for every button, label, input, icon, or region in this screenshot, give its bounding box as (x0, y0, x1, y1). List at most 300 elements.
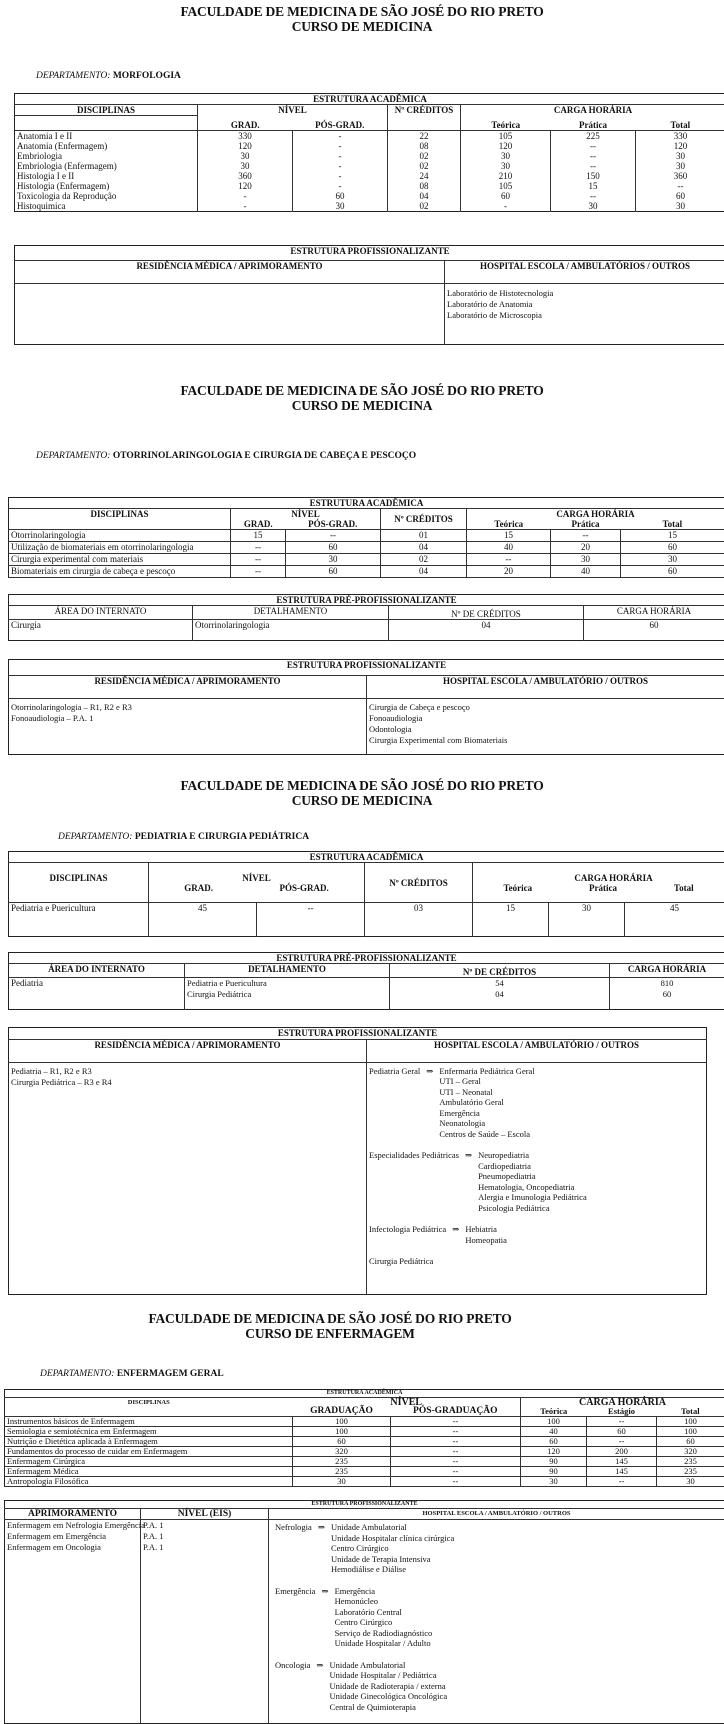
cell-disciplina: Fundamentos do processo de cuidar em Enfermagem (5, 1447, 293, 1457)
department-label: DEPARTAMENTO (36, 71, 107, 81)
area-cell: Pediatria (9, 978, 185, 1010)
col-grad: GRAD. (184, 883, 213, 893)
cell-disciplina: Semiologia e semiotécnica em Enfermagem (5, 1427, 293, 1437)
cell-pratica: 20 (551, 542, 621, 554)
group-label: Emergência (275, 1586, 315, 1649)
col-total: Total (621, 519, 724, 530)
academic-structure-table (8, 851, 724, 937)
arrow-right-icon: ⇒ (465, 1150, 472, 1213)
list-item: Centros de Saúde – Escola (439, 1129, 534, 1140)
cell-graduacao: 235 (293, 1467, 391, 1477)
col-posgraduacao: PÓS-GRADUAÇÃO (391, 1407, 521, 1417)
table-row (9, 903, 724, 937)
group-items (335, 1586, 433, 1649)
list-item: Hemodiálise e Diálise (331, 1564, 454, 1575)
cell-total: 45 (625, 903, 724, 937)
group-items (331, 1522, 454, 1575)
cell-pratica: -- (551, 141, 636, 151)
department-name: OTORRINOLARINGOLOGIA E CIRURGIA DE CABEÇA E PESCOÇO (113, 451, 416, 461)
cell-creditos: 08 (388, 141, 461, 151)
list-item: Cirurgia Pediátrica – R3 e R4 (11, 1077, 364, 1088)
cell-posgrad: -- (257, 903, 365, 937)
hospital-cell (445, 284, 724, 345)
col-residencia: RESIDÊNCIA MÉDICA / APRIMORAMENTO (9, 1039, 367, 1062)
detail-carga-value: 60 (612, 989, 722, 1000)
cell-teorica: 105 (461, 181, 551, 191)
col-teorica: Teórica (467, 519, 551, 530)
group-items (465, 1224, 507, 1245)
list-item: Serviço de Radiodiagnóstico (335, 1628, 433, 1639)
col-carga: CARGA HORÁRIA (584, 606, 724, 620)
cell-posgraduacao: -- (391, 1467, 521, 1477)
hospital-cell (367, 1062, 707, 1294)
cell-posgraduacao: -- (391, 1437, 521, 1447)
list-item: Centro Cirúrgico (335, 1617, 433, 1628)
cell-teorica: 120 (521, 1447, 587, 1457)
cell-pratica: 40 (551, 566, 621, 578)
cell-pratica: -- (551, 161, 636, 171)
cell-estagio: 60 (587, 1427, 657, 1437)
col-grad: GRAD. (231, 519, 286, 530)
preprofessional-structure-table (8, 952, 724, 1010)
hospital-group (275, 1660, 722, 1713)
institution-title: FACULDADE DE MEDICINA DE SÃO JOSÉ DO RIO PRETO (0, 4, 724, 19)
course-title: CURSO DE MEDICINA (0, 19, 724, 34)
cell-creditos: 22 (388, 130, 461, 141)
col-total: Total (657, 1407, 724, 1417)
list-item: Unidade Hospitalar / Pediátrica (330, 1670, 448, 1681)
table-body (15, 130, 724, 211)
col-grad: GRAD. (198, 116, 293, 131)
cell-disciplina: Histoquimica (15, 201, 198, 212)
col-disciplinas: DISCIPLINAS (5, 1398, 293, 1417)
group-label: Oncologia (275, 1660, 310, 1713)
cell-posgrad: -- (286, 530, 381, 542)
nivel-cell (141, 1520, 269, 1724)
hospital-group (275, 1586, 722, 1649)
professional-structure-table (14, 245, 724, 345)
cell-posgrad: - (293, 161, 388, 171)
col-hospital: HOSPITAL ESCOLA / AMBULATÓRIO / OUTROS (367, 676, 724, 699)
cell-posgrad: - (293, 151, 388, 161)
cell-teorica: 30 (521, 1477, 587, 1487)
cell-creditos: 08 (388, 181, 461, 191)
cell-teorica: 40 (467, 542, 551, 554)
detail-creditos-value: 54 (392, 978, 607, 989)
list-item: Ambulatório Geral (439, 1097, 534, 1108)
cell-total: 30 (636, 161, 724, 171)
cell-grad: 30 (198, 151, 293, 161)
col-teorica: Teórica (503, 883, 532, 893)
col-residencia: RESIDÊNCIA MÉDICA / APRIMORAMENTO (9, 676, 367, 699)
col-carga: CARGA HORÁRIA (467, 509, 724, 520)
cell-posgraduacao: -- (391, 1427, 521, 1437)
professional-structure-table (8, 659, 724, 755)
cell-total: 60 (621, 566, 724, 578)
table-row (15, 171, 724, 181)
detail-carga-value: 810 (612, 978, 722, 989)
table-title: ESTRUTURA PROFISSIONALIZANTE (15, 246, 724, 261)
col-total: Total (636, 116, 724, 131)
document-header (0, 4, 724, 34)
cell-creditos: 04 (388, 191, 461, 201)
arrow-right-icon: ⇒ (318, 1522, 325, 1575)
cell-estagio: -- (587, 1477, 657, 1487)
col-pratica: Prática (589, 883, 617, 893)
document-header (0, 778, 724, 808)
cell-total: 120 (636, 141, 724, 151)
col-residencia: RESIDÊNCIA MÉDICA / APRIMORAMENTO (15, 261, 445, 284)
department-line: DEPARTAMENTO: OTORRINOLARINGOLOGIA E CIRURGIA DE CABEÇA E PESCOÇO (36, 451, 416, 461)
cell-grad: -- (231, 554, 286, 566)
cell-pratica: 30 (551, 554, 621, 566)
cell-graduacao: 30 (293, 1477, 391, 1487)
cell-estagio: -- (587, 1437, 657, 1447)
cell-posgrad: - (293, 171, 388, 181)
col-nivel: NÍVEL (293, 1398, 521, 1408)
col-pratica: Prática (551, 116, 636, 131)
hospital-group (369, 1066, 704, 1140)
professional-structure-table (8, 1027, 707, 1295)
col-aprimoramento: APRIMORAMENTO (5, 1509, 141, 1520)
department-name: MORFOLOGIA (113, 71, 181, 81)
col-nivel-eis: NÍVEL (EIS) (141, 1509, 269, 1520)
cell-disciplina: Enfermagem Cirúrgica (5, 1457, 293, 1467)
cell-disciplina: Enfermagem Médica (5, 1467, 293, 1477)
cell-creditos: 02 (388, 151, 461, 161)
cell-pratica: 30 (551, 201, 636, 212)
list-item: Laboratório Central (335, 1607, 433, 1618)
col-carga-group (473, 863, 724, 903)
cell-posgrad: - (293, 130, 388, 141)
cell-graduacao: 60 (293, 1437, 391, 1447)
detail-creditos (390, 978, 610, 1010)
list-item: Hebiatria (465, 1224, 507, 1235)
list-item: Laboratório de Histotecnologia (447, 288, 723, 299)
list-item: Psicologia Pediátrica (478, 1203, 587, 1214)
detail-creditos-value: 04 (392, 989, 607, 1000)
list-item: Enfermagem em Nefrologia Emergência (7, 1520, 138, 1531)
cell-graduacao: 235 (293, 1457, 391, 1467)
academic-structure-table (14, 93, 724, 212)
list-item: Fonoaudiologia – P.A. 1 (11, 713, 364, 724)
cell-disciplina: Histologia I e II (15, 171, 198, 181)
cell-teorica: 15 (467, 530, 551, 542)
cell-grad: 30 (198, 161, 293, 171)
cell-grad: 360 (198, 171, 293, 181)
group-label: Especialidades Pediátricas (369, 1150, 459, 1213)
department-label: DEPARTAMENTO (40, 1369, 111, 1379)
col-hospital: HOSPITAL ESCOLA / AMBULATÓRIOS / OUTROS (445, 261, 724, 284)
list-item: UTI – Geral (439, 1076, 534, 1087)
course-title: CURSO DE ENFERMAGEM (0, 1326, 724, 1341)
col-total: Total (674, 883, 694, 893)
cell-total: 330 (636, 130, 724, 141)
list-item: Pneumopediatria (478, 1171, 587, 1182)
cell-teorica: -- (467, 554, 551, 566)
list-item: Emergência (439, 1108, 534, 1119)
arrow-right-icon: ⇒ (316, 1660, 323, 1713)
col-teorica: Teórica (521, 1407, 587, 1417)
cell-posgrad: 60 (286, 542, 381, 554)
group-items (439, 1066, 534, 1140)
cell-grad: 15 (231, 530, 286, 542)
col-carga: CARGA HORÁRIA (610, 964, 724, 978)
cell-total: 100 (657, 1417, 724, 1427)
cell-grad: -- (231, 566, 286, 578)
cell-grad: -- (231, 542, 286, 554)
department-name: PEDIATRIA E CIRURGIA PEDIÁTRICA (135, 832, 309, 842)
cell-teorica: 100 (521, 1417, 587, 1427)
cell-grad: 120 (198, 181, 293, 191)
list-item: Cirurgia Experimental com Biomateriais (369, 735, 722, 746)
detail-creditos: 04 (389, 620, 584, 641)
cell-teorica: 60 (521, 1437, 587, 1447)
area-cell: Cirurgia (9, 620, 193, 641)
table-title: ESTRUTURA ACADÊMICA (9, 852, 724, 863)
institution-title: FACULDADE DE MEDICINA DE SÃO JOSÉ DO RIO PRETO (0, 1311, 724, 1326)
hospital-cell (367, 699, 724, 755)
table-row (15, 201, 724, 212)
cell-posgrad: 30 (293, 201, 388, 212)
list-item: Unidade Hospitalar clínica cirúrgica (331, 1533, 454, 1544)
table-body (9, 530, 724, 578)
cell-pratica: 225 (551, 130, 636, 141)
cell-teorica: 20 (467, 566, 551, 578)
cell-teorica: 30 (461, 161, 551, 171)
cell-disciplina: Instrumentos básicos de Enfermagem (5, 1417, 293, 1427)
preprofessional-structure-table (8, 594, 724, 641)
department-line: DEPARTAMENTO: MORFOLOGIA (36, 71, 181, 81)
cell-pratica: -- (551, 151, 636, 161)
col-hospital: HOSPITAL ESCOLA / AMBULATÓRIO / OUTROS (269, 1509, 724, 1520)
cell-estagio: 145 (587, 1457, 657, 1467)
list-item: Unidade Hospitalar / Adulto (335, 1638, 433, 1649)
table-row (15, 141, 724, 151)
hospital-group (369, 1150, 704, 1213)
group-items (330, 1660, 448, 1713)
cell-disciplina: Histologia (Enfermagem) (15, 181, 198, 191)
list-item: Otorrinolaringologia – R1, R2 e R3 (11, 702, 364, 713)
list-item: Cardiopediatria (478, 1161, 587, 1172)
list-item: Emergência (335, 1586, 433, 1597)
cell-posgrad: - (293, 141, 388, 151)
list-item: Centro Cirúrgico (331, 1543, 454, 1554)
cell-posgraduacao: -- (391, 1477, 521, 1487)
table-row (5, 1477, 724, 1487)
cell-posgraduacao: -- (391, 1447, 521, 1457)
cell-disciplina: Embriologia (Enfermagem) (15, 161, 198, 171)
detail-name: Pediatria e Puericultura (187, 978, 387, 989)
cell-teorica: 210 (461, 171, 551, 181)
cell-graduacao: 320 (293, 1447, 391, 1457)
list-item: Homeopatia (465, 1235, 507, 1246)
list-item: Neuropediatria (478, 1150, 587, 1161)
list-item: Laboratório de Microscopia (447, 310, 723, 321)
list-item: Unidade Ginecológica Oncológica (330, 1691, 448, 1702)
cell-teorica: - (461, 201, 551, 212)
cell-pratica: -- (551, 191, 636, 201)
cell-disciplina: Utilização de biomateriais em otorrinolaringologia (9, 542, 231, 554)
cell-teorica: 90 (521, 1457, 587, 1467)
cell-teorica: 60 (461, 191, 551, 201)
col-detalhamento: DETALHAMENTO (193, 606, 389, 620)
list-item: Enfermagem em Oncologia (7, 1542, 138, 1553)
table-title: ESTRUTURA PROFISSIONALIZANTE (5, 1501, 724, 1509)
col-area: ÁREA DO INTERNATO (9, 606, 193, 620)
table-row (15, 151, 724, 161)
residencia-cell (9, 1062, 367, 1294)
cell-creditos: 02 (381, 554, 467, 566)
col-posgrad: PÓS-GRAD. (280, 883, 329, 893)
col-posgrad: PÓS-GRAD. (293, 116, 388, 131)
table-title: ESTRUTURA PRÉ-PROFISSIONALIZANTE (9, 595, 724, 606)
table-body (5, 1417, 724, 1487)
col-area: ÁREA DO INTERNATO (9, 964, 185, 978)
cell-total: 60 (621, 542, 724, 554)
cell-teorica: 120 (461, 141, 551, 151)
col-nivel-group (149, 863, 365, 903)
col-disciplinas: DISCIPLINAS (9, 863, 149, 903)
institution-title: FACULDADE DE MEDICINA DE SÃO JOSÉ DO RIO PRETO (0, 778, 724, 793)
cell-total: 360 (636, 171, 724, 181)
list-item: Hemonúcleo (335, 1596, 433, 1607)
cell-total: 100 (657, 1427, 724, 1437)
col-estagio: Estágio (587, 1407, 657, 1417)
cell-total: -- (636, 181, 724, 191)
list-item: Hematologia, Oncopediatria (478, 1182, 587, 1193)
table-row (5, 1447, 724, 1457)
cell-teorica: 105 (461, 130, 551, 141)
list-item: Pediatria – R1, R2 e R3 (11, 1066, 364, 1077)
col-graduacao: GRADUAÇÃO (293, 1407, 391, 1417)
arrow-right-icon: ⇒ (452, 1224, 459, 1245)
list-item: Enfermaria Pediátrica Geral (439, 1066, 534, 1077)
cell-pratica: 15 (551, 181, 636, 191)
table-row (15, 181, 724, 191)
list-item: P.A. 1 (143, 1542, 266, 1553)
group-items (478, 1150, 587, 1213)
col-creditos: Nº CRÉDITOS (365, 863, 473, 903)
detail-names (185, 978, 390, 1010)
cell-teorica: 40 (521, 1427, 587, 1437)
table-row (5, 1437, 724, 1447)
table-title: ESTRUTURA PROFISSIONALIZANTE (9, 1028, 707, 1040)
cell-disciplina: Pediatria e Puericultura (9, 903, 149, 937)
list-item: UTI – Neonatal (439, 1087, 534, 1098)
col-creditos: Nº CRÉDITOS (388, 105, 461, 131)
table-row (5, 1417, 724, 1427)
institution-title: FACULDADE DE MEDICINA DE SÃO JOSÉ DO RIO PRETO (0, 383, 724, 398)
table-title: ESTRUTURA PROFISSIONALIZANTE (9, 660, 724, 676)
table-row (9, 554, 724, 566)
cell-creditos: 24 (388, 171, 461, 181)
list-item: Fonoaudiologia (369, 713, 722, 724)
cell-teorica: 30 (461, 151, 551, 161)
academic-structure-table (8, 497, 724, 578)
table-title: ESTRUTURA ACADÊMICA (9, 498, 724, 509)
group-label: Cirurgia Pediátrica (369, 1256, 433, 1267)
col-carga: CARGA HORÁRIA (521, 1398, 724, 1408)
hospital-group (369, 1256, 704, 1267)
cell-total: 30 (636, 151, 724, 161)
col-detalhamento: DETALHAMENTO (185, 964, 390, 978)
table-row (15, 161, 724, 171)
table-row (15, 191, 724, 201)
course-title: CURSO DE MEDICINA (0, 793, 724, 808)
cell-graduacao: 100 (293, 1417, 391, 1427)
department-label: DEPARTAMENTO (36, 451, 107, 461)
cell-posgrad: 60 (293, 191, 388, 201)
cell-total: 60 (636, 191, 724, 201)
department-label: DEPARTAMENTO (58, 832, 129, 842)
col-posgrad: PÓS-GRAD. (286, 519, 381, 530)
cell-grad: 330 (198, 130, 293, 141)
cell-grad: - (198, 191, 293, 201)
list-item: Alergia e Imunologia Pediátrica (478, 1192, 587, 1203)
detail-name: Otorrinolaringologia (193, 620, 389, 641)
col-disciplinas: DISCIPLINAS (9, 509, 231, 530)
cell-posgrad: - (293, 181, 388, 191)
cell-total: 60 (657, 1437, 724, 1447)
table-title: ESTRUTURA PRÉ-PROFISSIONALIZANTE (9, 953, 724, 964)
table-row (15, 130, 724, 141)
cell-creditos: 02 (388, 161, 461, 171)
col-nivel: NÍVEL (151, 863, 362, 883)
list-item: Odontologia (369, 724, 722, 735)
cell-posgrad: 30 (286, 554, 381, 566)
residencia-cell (9, 699, 367, 755)
cell-creditos: 04 (381, 542, 467, 554)
table-row (5, 1467, 724, 1477)
cell-creditos: 03 (365, 903, 473, 937)
group-label: Infectologia Pediátrica (369, 1224, 446, 1245)
cell-estagio: 200 (587, 1447, 657, 1457)
arrow-right-icon: ⇒ (426, 1066, 433, 1140)
col-nivel: NÍVEL (198, 105, 388, 116)
academic-structure-table (4, 1389, 724, 1487)
cell-total: 30 (657, 1477, 724, 1487)
cell-teorica: 15 (473, 903, 549, 937)
col-disciplinas: DISCIPLINAS (15, 105, 198, 116)
department-line: DEPARTAMENTO: ENFERMAGEM GERAL (40, 1369, 224, 1379)
list-item: P.A. 1 (143, 1531, 266, 1542)
col-hospital: HOSPITAL ESCOLA / AMBULATÓRIO / OUTROS (367, 1039, 707, 1062)
cell-posgraduacao: -- (391, 1417, 521, 1427)
list-item: Enfermagem em Emergência (7, 1531, 138, 1542)
cell-disciplina: Cirurgia experimental com materiais (9, 554, 231, 566)
cell-disciplina: Embriologia (15, 151, 198, 161)
col-pratica: Prática (551, 519, 621, 530)
cell-total: 320 (657, 1447, 724, 1457)
list-item: Neonatologia (439, 1118, 534, 1129)
cell-posgrad: 60 (286, 566, 381, 578)
cell-disciplina: Anatomia I e II (15, 130, 198, 141)
cell-grad: 120 (198, 141, 293, 151)
cell-grad: 45 (149, 903, 257, 937)
cell-creditos: 02 (388, 201, 461, 212)
col-teorica: Teórica (461, 116, 551, 131)
table-row (5, 1457, 724, 1467)
table-title: ESTRUTURA ACADÊMICA (15, 94, 724, 105)
residencia-cell (15, 284, 445, 345)
cell-creditos: 04 (381, 566, 467, 578)
table-row (9, 530, 724, 542)
cell-disciplina: Biomateriais em cirurgia de cabeça e pescoço (9, 566, 231, 578)
cell-estagio: -- (587, 1417, 657, 1427)
department-line: DEPARTAMENTO: PEDIATRIA E CIRURGIA PEDIÁTRICA (58, 832, 309, 842)
cell-pratica: 150 (551, 171, 636, 181)
